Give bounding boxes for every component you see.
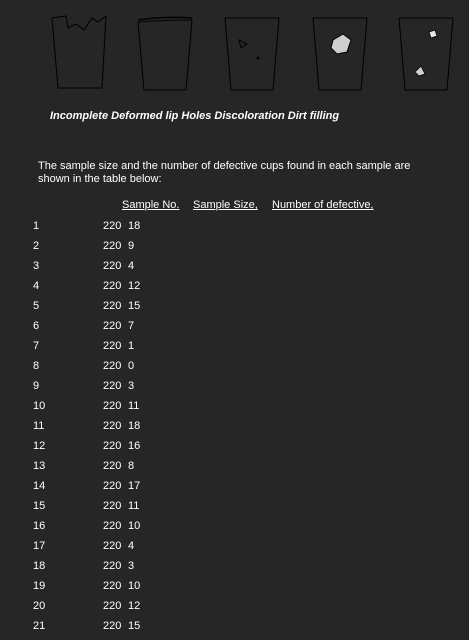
table-row (0, 520, 469, 540)
defective-count-cell: 18 (128, 220, 141, 232)
sample-number-cell: 7 (33, 340, 40, 352)
table-row (0, 220, 469, 240)
table-row (0, 580, 469, 600)
defective-count-cell: 18 (128, 420, 141, 432)
sample-size-cell: 220 (103, 520, 122, 532)
sample-size-cell: 220 (103, 420, 122, 432)
table-row (0, 360, 469, 380)
sample-number-cell: 10 (33, 400, 46, 412)
cup-deformed-lip-icon (136, 12, 194, 98)
sample-number-cell: 8 (33, 360, 40, 372)
defective-count-cell: 4 (128, 540, 135, 552)
table-row (0, 440, 469, 460)
intro-text: The sample size and the number of defective cups found in each sample are shown in the table below: (38, 160, 411, 185)
header-number-defective: Number of defective, (272, 199, 374, 211)
defective-count-cell: 12 (128, 280, 141, 292)
defective-count-cell: 10 (128, 520, 141, 532)
header-sample-no: Sample No. (122, 199, 180, 211)
table-row (0, 420, 469, 440)
sample-size-cell: 220 (103, 600, 122, 612)
sample-size-cell: 220 (103, 380, 122, 392)
sample-number-cell: 12 (33, 440, 46, 452)
table-row (0, 500, 469, 520)
cup-holes-icon (223, 12, 281, 98)
sample-number-cell: 20 (33, 600, 46, 612)
sample-number-cell: 5 (33, 300, 40, 312)
table-row (0, 300, 469, 320)
defective-count-cell: 3 (128, 560, 135, 572)
sample-number-cell: 14 (33, 480, 46, 492)
sample-size-cell: 220 (103, 340, 122, 352)
defective-count-cell: 0 (128, 360, 135, 372)
header-sample-size: Sample Size, (193, 199, 258, 211)
defective-count-cell: 16 (128, 440, 141, 452)
table-row (0, 240, 469, 260)
table-row (0, 480, 469, 500)
sample-number-cell: 17 (33, 540, 46, 552)
table-row (0, 260, 469, 280)
sample-number-cell: 1 (33, 220, 40, 232)
defective-count-cell: 11 (128, 500, 140, 512)
table-row (0, 280, 469, 300)
cup-dirt-icon (397, 12, 455, 98)
table-row (0, 560, 469, 580)
sample-size-cell: 220 (103, 580, 122, 592)
defective-count-cell: 3 (128, 380, 135, 392)
table-row (0, 620, 469, 640)
sample-size-cell: 220 (103, 280, 122, 292)
sample-number-cell: 6 (33, 320, 40, 332)
sample-size-cell: 220 (103, 300, 122, 312)
table-row (0, 400, 469, 420)
sample-size-cell: 220 (103, 400, 122, 412)
sample-number-cell: 15 (33, 500, 46, 512)
sample-number-cell: 21 (33, 620, 46, 632)
sample-size-cell: 220 (103, 320, 122, 332)
sample-size-cell: 220 (103, 540, 122, 552)
table-row (0, 340, 469, 360)
defective-count-cell: 12 (128, 600, 141, 612)
sample-number-cell: 3 (33, 260, 40, 272)
sample-size-cell: 220 (103, 480, 122, 492)
sample-size-cell: 220 (103, 360, 122, 372)
sample-number-cell: 2 (33, 240, 40, 252)
sample-size-cell: 220 (103, 260, 122, 272)
sample-size-cell: 220 (103, 240, 122, 252)
defective-count-cell: 15 (128, 620, 141, 632)
table-row (0, 460, 469, 480)
sample-number-cell: 9 (33, 380, 40, 392)
sample-size-cell: 220 (103, 440, 122, 452)
cup-incomplete-icon (50, 12, 108, 98)
defective-count-cell: 17 (128, 480, 141, 492)
defect-caption: Incomplete Deformed lip Holes Discoloration Dirt filling (50, 110, 340, 122)
defective-count-cell: 1 (128, 340, 135, 352)
sample-number-cell: 19 (33, 580, 46, 592)
table-row (0, 380, 469, 400)
table-row (0, 540, 469, 560)
sample-number-cell: 18 (33, 560, 46, 572)
sample-number-cell: 13 (33, 460, 46, 472)
defective-count-cell: 11 (128, 400, 140, 412)
sample-size-cell: 220 (103, 220, 122, 232)
defective-count-cell: 15 (128, 300, 141, 312)
sample-size-cell: 220 (103, 460, 122, 472)
table-row (0, 600, 469, 620)
cup-discoloration-icon (311, 12, 369, 98)
sample-size-cell: 220 (103, 560, 122, 572)
sample-size-cell: 220 (103, 500, 122, 512)
defective-count-cell: 10 (128, 580, 141, 592)
defective-count-cell: 7 (128, 320, 135, 332)
defective-count-cell: 4 (128, 260, 135, 272)
sample-number-cell: 11 (33, 420, 45, 432)
sample-number-cell: 4 (33, 280, 40, 292)
defective-count-cell: 8 (128, 460, 135, 472)
defective-count-cell: 9 (128, 240, 135, 252)
table-row (0, 320, 469, 340)
defect-illustrations (0, 0, 469, 100)
sample-number-cell: 16 (33, 520, 46, 532)
sample-size-cell: 220 (103, 620, 122, 632)
